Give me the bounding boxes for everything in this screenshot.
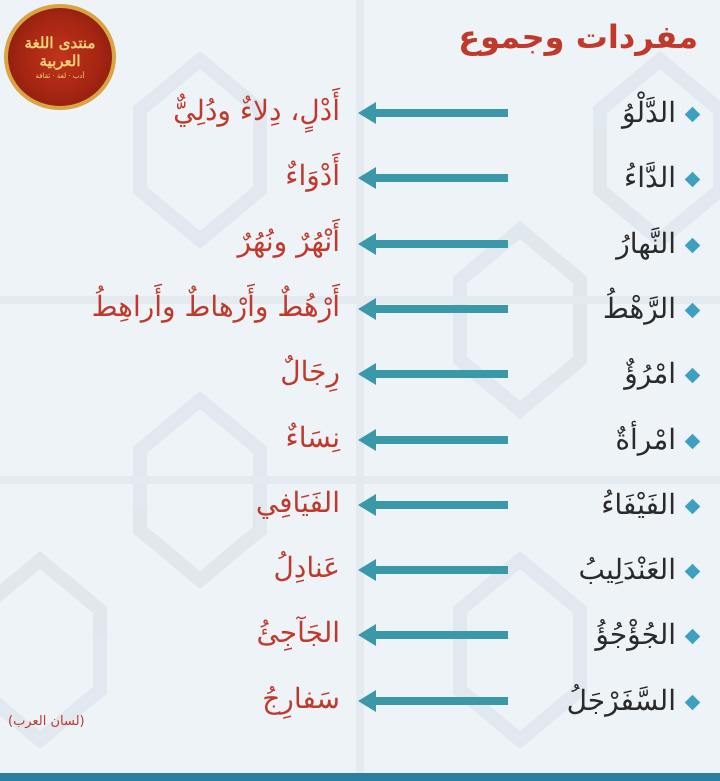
plural-forms: الجَآجِئُ <box>256 616 340 650</box>
plural-forms: أَنْهُرٌ ونُهُرٌ <box>237 224 340 258</box>
singular-word: الجُؤْجُؤُ <box>595 618 676 652</box>
left-arrow-icon <box>358 558 508 582</box>
vocab-row <box>0 549 720 599</box>
singular-word: العَنْدَلِيبُ <box>578 553 676 587</box>
vocab-row <box>0 614 720 664</box>
plural-forms: أَدْلٍ، دِلاءٌ ودُلِيٌّ <box>173 94 340 127</box>
vocab-row <box>0 680 720 730</box>
vocab-row <box>0 484 720 534</box>
singular-word: امْرُؤٌ <box>624 357 676 391</box>
singular-word: الدَّاءُ <box>624 161 676 195</box>
bullet-diamond-icon <box>685 629 701 645</box>
vocab-row <box>0 419 720 469</box>
bullet-diamond-icon <box>685 564 701 580</box>
left-arrow-icon <box>358 428 508 452</box>
left-arrow-icon <box>358 493 508 517</box>
left-arrow-icon <box>358 101 508 125</box>
bullet-diamond-icon <box>685 694 701 710</box>
page-title: مفردات وجموع <box>458 18 698 56</box>
vocab-row <box>0 353 720 403</box>
left-arrow-icon <box>358 623 508 647</box>
singular-word: السَّفَرْجَلُ <box>566 683 676 717</box>
left-arrow-icon <box>358 166 508 190</box>
vocab-row <box>0 157 720 207</box>
left-arrow-icon <box>358 362 508 386</box>
bullet-diamond-icon <box>685 172 701 188</box>
plural-forms: نِسَاءٌ <box>285 420 340 454</box>
bullet-diamond-icon <box>685 107 701 123</box>
bullet-diamond-icon <box>685 368 701 384</box>
singular-word: الدَّلْوُ <box>621 96 676 129</box>
bottom-bar <box>0 773 720 781</box>
source-citation: (لسان العرب) <box>8 714 85 729</box>
bullet-diamond-icon <box>685 237 701 253</box>
left-arrow-icon <box>358 232 508 256</box>
plural-forms: رِجَالٌ <box>280 355 340 389</box>
vocab-row <box>0 92 720 142</box>
singular-word: امْرأةٌ <box>615 422 676 456</box>
logo-title: منتدى اللغة العربية <box>24 34 96 70</box>
plural-forms: أَدْوَاءٌ <box>285 159 340 193</box>
vocab-row <box>0 288 720 338</box>
bullet-diamond-icon <box>685 303 701 319</box>
singular-word: النَّهارُ <box>616 226 676 260</box>
bullet-diamond-icon <box>685 433 701 449</box>
plural-forms: أَرْهُطٌ وأَرْهاطٌ وأَراهِطُ <box>91 289 340 323</box>
left-arrow-icon <box>358 689 508 713</box>
singular-word: الفَيْفَاءُ <box>601 487 676 521</box>
plural-forms: سَفارِجُ <box>262 681 340 715</box>
singular-word: الرَّهْطُ <box>602 291 676 325</box>
vocab-row <box>0 223 720 273</box>
plural-forms: عَنادِلُ <box>273 551 340 585</box>
logo-subtitle: أدب · لغة · ثقافة <box>35 72 85 80</box>
left-arrow-icon <box>358 297 508 321</box>
bullet-diamond-icon <box>685 499 701 515</box>
plural-forms: الفَيَافِي <box>255 485 340 519</box>
